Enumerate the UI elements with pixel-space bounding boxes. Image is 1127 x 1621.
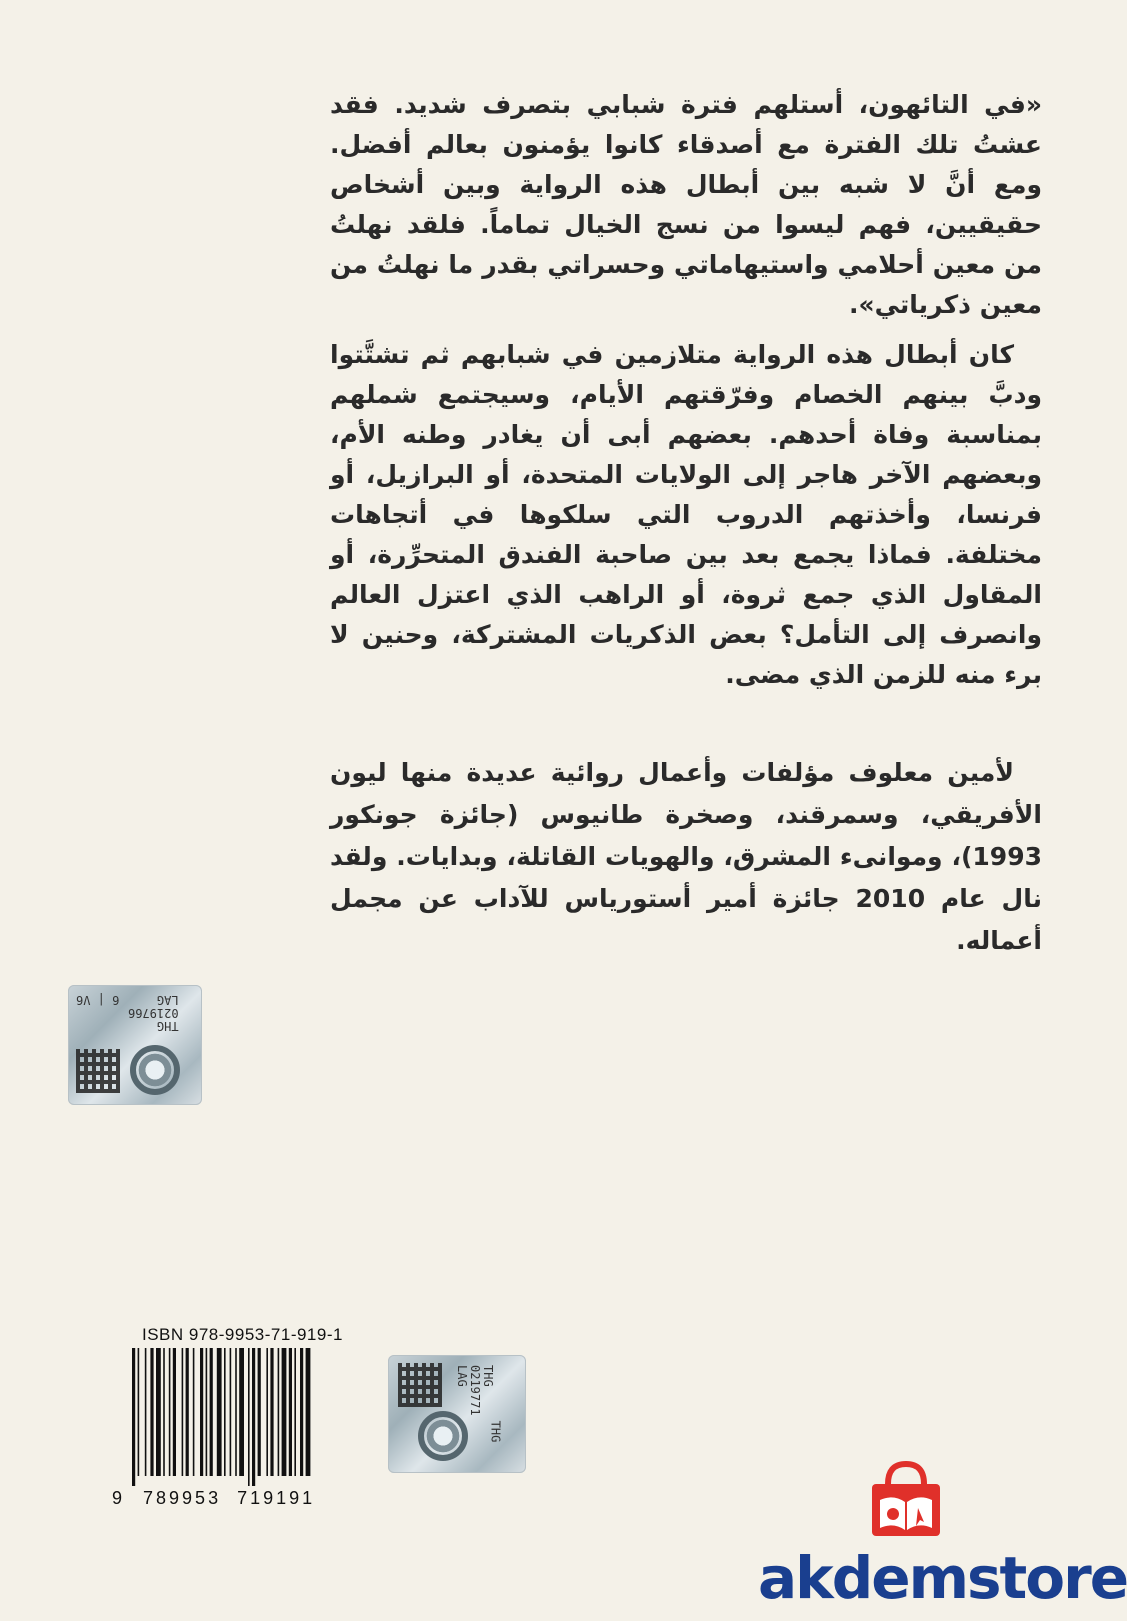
barcode-bar: [239, 1348, 244, 1476]
barcode-bar: [300, 1348, 303, 1476]
barcode-bar: [173, 1348, 176, 1476]
qr-code-icon: [76, 1049, 120, 1093]
barcode-bar: [145, 1348, 147, 1476]
author-note: [330, 752, 1042, 962]
barcode-bar: [138, 1348, 140, 1476]
barcode-bar: [252, 1348, 255, 1486]
barcode-bar: [217, 1348, 222, 1476]
security-hologram-sticker-bottom: [388, 1355, 526, 1473]
barcode-bar: [306, 1348, 311, 1476]
barcode-bar: [270, 1348, 273, 1476]
barcode-bar: [182, 1348, 184, 1476]
qr-code-icon: [398, 1363, 442, 1407]
blurb-text: [330, 85, 1042, 705]
barcode-bar: [258, 1348, 261, 1476]
isbn-digit-first: 9: [112, 1488, 126, 1508]
barcode-bar: [235, 1348, 237, 1476]
shopping-bag-book-icon: [858, 1456, 958, 1551]
barcode-bar: [230, 1348, 232, 1476]
barcode-bar: [266, 1348, 268, 1476]
akdemstore-logo: [758, 1456, 1127, 1616]
barcode-bars: [130, 1348, 370, 1486]
logo-wordmark: akdemstore: [758, 1544, 1127, 1612]
isbn-digits-rest: 789953 719191: [143, 1488, 316, 1508]
sticker-number-top: 6 | V6: [76, 993, 120, 1007]
isbn-digits: [112, 1488, 370, 1509]
barcode-bar: [294, 1348, 296, 1476]
hologram-logo-icon: [130, 1045, 180, 1095]
barcode-bar: [206, 1348, 208, 1476]
barcode-bar: [248, 1348, 250, 1486]
barcode-bar: [200, 1348, 203, 1476]
blurb-paragraph-2: كان أبطال هذه الرواية متلازمين في شبابهم ثم تشتَّتوا ودبَّ بينهم الخصام وفرّقتهم الأيام، وسيجتمع شملهم بمناسبة وفاة أحدهم. بعضهم أبى أن يغادر وطنه الأم، وبعضهم الآخر هاجر إلى الولايات المتحدة، أو البرازيل، أو فرنسا، وأخذتهم الدروب التي سلكوها في أتجاهات مختلفة. فماذا يجمع بعد بين صاحبة الفندق المتحرِّرة، أو المقاول الذي جمع ثروة، أو الراهب الذي اعتزل العالم وانصرف إلى التأمل؟ بعض الذكريات المشتركة، وحنين لا برء منه للزمن الذي مضى.: [330, 340, 1042, 689]
barcode-bar: [224, 1348, 226, 1476]
barcode-bar: [278, 1348, 280, 1476]
sticker-code-bottom: THG 0219771 LAG: [455, 1365, 495, 1416]
sticker-number-bottom: THG: [488, 1420, 503, 1443]
sticker-code-top: THG 0219766 LAG: [128, 993, 179, 1033]
blurb-paragraph-1: «في التائهون، أستلهم فترة شبابي بتصرف شديد. فقد عشتُ تلك الفترة مع أصدقاء كانوا يؤمنون بعالم أفضل. ومع أنَّ لا شبه بين أبطال هذه الرواية وبين أشخاص حقيقيين، فهم ليسوا من نسج الخيال تماماً. فلقد نهلتُ من معين أحلامي واستيهاماتي وحسراتي بقدر ما نهلتُ من معين ذكرياتي».: [330, 90, 1042, 319]
barcode-bar: [193, 1348, 195, 1476]
barcode-bar: [169, 1348, 171, 1476]
barcode-bar: [289, 1348, 292, 1476]
author-note-text: لأمين معلوف مؤلفات وأعمال روائية عديدة منها ليون الأفريقي، وسمرقند، وصخرة طانيوس (جائزة جونكور 1993)، وموانىء المشرق، والهويات القاتلة، وبدايات. ولقد نال عام 2010 جائزة أمير أستورياس للآداب عن مجمل أعماله.: [330, 758, 1042, 955]
hologram-logo-icon: [418, 1411, 468, 1461]
barcode-bar: [132, 1348, 135, 1486]
barcode-bar: [163, 1348, 165, 1476]
security-hologram-sticker-top: [68, 985, 202, 1105]
isbn-barcode: [112, 1325, 370, 1509]
barcode-bar: [150, 1348, 153, 1476]
barcode-bar: [156, 1348, 161, 1476]
barcode-bar: [210, 1348, 213, 1476]
barcode-bar: [282, 1348, 287, 1476]
barcode-bar: [186, 1348, 189, 1476]
isbn-label: ISBN 978-9953-71-919-1: [142, 1325, 343, 1344]
